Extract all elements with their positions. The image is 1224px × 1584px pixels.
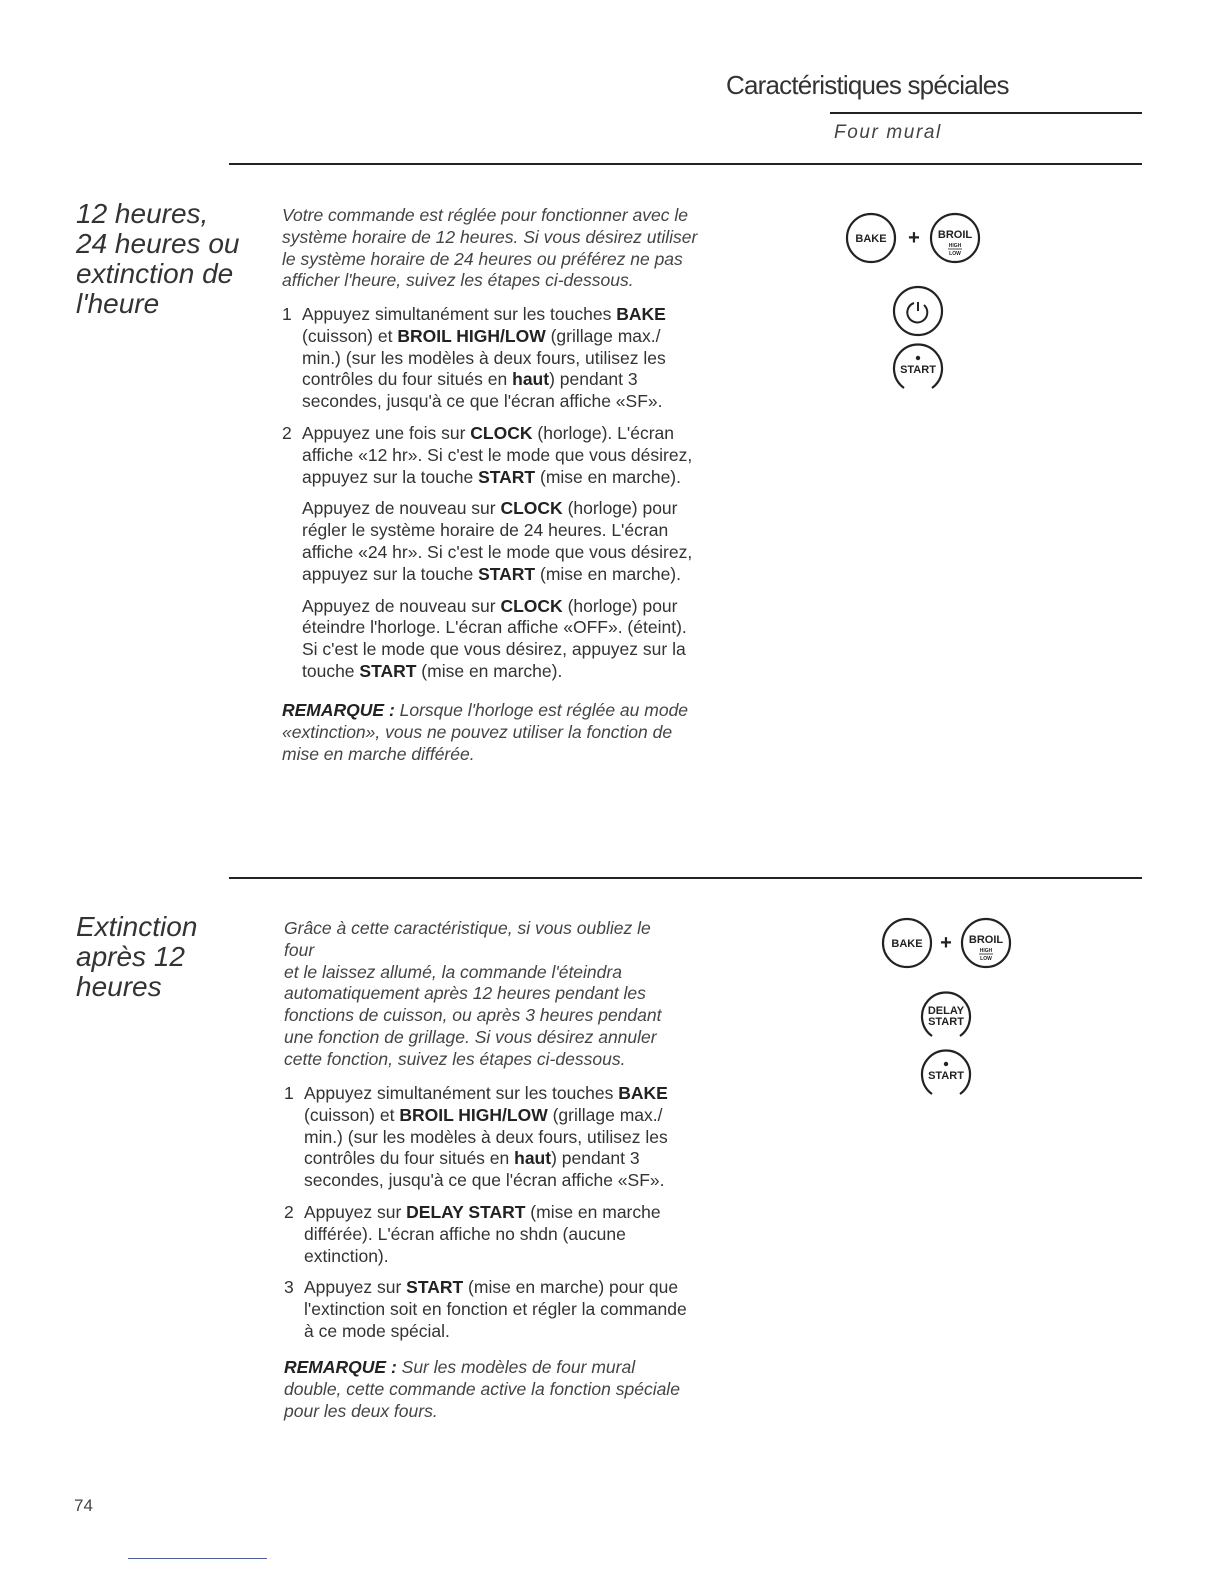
step-paragraph — [302, 498, 722, 585]
broil-key-label: BROIL — [937, 229, 973, 241]
text-line: à ce mode spécial. — [304, 1320, 450, 1341]
step-paragraph — [302, 304, 722, 413]
step-item — [282, 423, 722, 683]
text-line: Appuyez simultanément sur les touches BAKE — [304, 1083, 668, 1103]
text-line: heures — [76, 971, 162, 1002]
step-number: 1 — [282, 304, 292, 324]
section-2-note — [284, 1357, 714, 1422]
text-line: une fonction de grillage. Si vous désirez annuler — [284, 1026, 657, 1047]
text-line: (cuisson) et BROIL HIGH/LOW (grillage max./ — [302, 325, 661, 346]
text-line: Appuyez sur START (mise en marche) pour que — [304, 1277, 679, 1298]
text-line: «extinction», vous ne pouvez utiliser la fonction de — [282, 721, 673, 742]
text-line: régler le système horaire de 24 heures. L'écran — [302, 520, 669, 541]
header-divider — [830, 112, 1142, 114]
text-line: Appuyez de nouveau sur CLOCK (horloge) pour — [302, 498, 678, 519]
text-line: l'heure — [76, 288, 160, 319]
start-key-label: START — [928, 1070, 964, 1082]
text-line: mise en marche différée. — [282, 743, 475, 764]
text-line: REMARQUE : Sur les modèles de four mural — [284, 1357, 636, 1377]
text-line: appuyez sur la touche START (mise en marche). — [302, 466, 681, 487]
step-item — [284, 1277, 724, 1342]
text-line: Appuyez simultanément sur les touches BAKE — [302, 304, 666, 324]
section-2-title — [76, 912, 251, 1002]
text-line: éteindre l'horloge. L'écran affiche «OFF». (éteint). — [302, 617, 687, 638]
text-line: 12 heures, — [76, 198, 209, 229]
text-line: après 12 — [76, 941, 185, 972]
section-2-steps — [284, 1083, 724, 1353]
text-line: Appuyez de nouveau sur CLOCK (horloge) pour — [302, 595, 678, 616]
text-line: 24 heures ou — [76, 228, 240, 259]
text-line: four — [284, 939, 315, 960]
svg-text:HIGH: HIGH — [948, 243, 962, 249]
plus-sign: + — [940, 932, 952, 954]
page-subtitle: Four mural — [834, 122, 942, 143]
section-divider — [229, 877, 1142, 879]
text-line: et le laissez allumé, la commande l'éteindra — [284, 961, 622, 982]
text-line: Votre commande est réglée pour fonctionner avec le — [282, 205, 688, 225]
text-line: automatiquement après 12 heures pendant les — [284, 983, 646, 1004]
text-line: différée). L'écran affiche no shdn (aucune — [304, 1223, 626, 1244]
section-1-note — [282, 700, 712, 765]
section-1-title — [76, 199, 251, 319]
plus-sign: + — [908, 227, 920, 249]
footer-rule — [128, 1558, 267, 1559]
text-line: affiche «24 hr». Si c'est le mode que vous désirez, — [302, 541, 693, 562]
start-key — [918, 1048, 974, 1104]
svg-text:LOW: LOW — [949, 251, 961, 257]
delay-key-label: DELAY — [927, 1005, 965, 1017]
text-line: contrôles du four situés en haut) pendant 3 — [304, 1148, 640, 1169]
step-item — [284, 1083, 724, 1192]
start-key-label: START — [900, 364, 936, 376]
text-line: Si c'est le mode que vous désirez, appuyez sur la — [302, 639, 686, 660]
text-line: extinction de — [76, 258, 234, 289]
svg-text:HIGH: HIGH — [979, 948, 993, 954]
text-line: min.) (sur les modèles à deux fours, utilisez les — [302, 347, 666, 368]
text-line: pour les deux fours. — [284, 1400, 438, 1421]
clock-key — [890, 283, 946, 339]
text-line: affiche «12 hr». Si c'est le mode que vous désirez, — [302, 444, 693, 465]
step-number: 2 — [284, 1201, 294, 1222]
text-line: extinction). — [304, 1245, 389, 1266]
text-line: Extinction — [76, 911, 198, 942]
section-divider — [229, 163, 1142, 165]
text-line: système horaire de 12 heures. Si vous désirez utiliser — [282, 226, 698, 247]
step-paragraph — [304, 1083, 724, 1192]
text-line: Appuyez sur DELAY START (mise en marche — [304, 1201, 661, 1222]
bake-key-label: BAKE — [855, 233, 887, 245]
section-2-intro — [284, 918, 714, 1071]
start-key — [890, 342, 946, 398]
delay-start-key — [918, 990, 974, 1046]
section-1-steps — [282, 304, 722, 693]
text-line: (cuisson) et BROIL HIGH/LOW (grillage max./ — [304, 1104, 663, 1125]
step-item — [284, 1202, 724, 1267]
text-line: secondes, jusqu'à ce que l'écran affiche «SF». — [302, 391, 663, 412]
text-line: contrôles du four situés en haut) pendant 3 — [302, 369, 638, 390]
text-line: le système horaire de 24 heures ou préférez ne pas — [282, 248, 683, 269]
section-1-intro — [282, 205, 712, 292]
text-line: min.) (sur les modèles à deux fours, utilisez les — [304, 1126, 668, 1147]
svg-text:START: START — [928, 1016, 964, 1028]
step-number: 2 — [282, 422, 292, 443]
text-line: l'extinction soit en fonction et régler la commande — [304, 1299, 687, 1320]
bake-broil-keys — [876, 916, 1016, 976]
broil-key-label: BROIL — [968, 934, 1004, 946]
bake-broil-keys — [844, 211, 984, 271]
step-number: 3 — [284, 1277, 294, 1298]
text-line: fonctions de cuisson, ou après 3 heures pendant — [284, 1005, 662, 1026]
step-item — [282, 304, 722, 413]
step-paragraph — [302, 596, 722, 683]
bake-key-label: BAKE — [891, 938, 923, 950]
step-paragraph — [304, 1277, 724, 1342]
text-line: REMARQUE : Lorsque l'horloge est réglée au mode — [282, 700, 689, 720]
step-paragraph — [304, 1202, 724, 1267]
text-line: touche START (mise en marche). — [302, 660, 563, 681]
text-line: appuyez sur la touche START (mise en marche). — [302, 563, 681, 584]
text-line: afficher l'heure, suivez les étapes ci-dessous. — [282, 270, 634, 291]
step-paragraph — [302, 423, 722, 488]
page-title: Caractéristiques spéciales — [726, 70, 1009, 100]
text-line: Grâce à cette caractéristique, si vous oubliez le — [284, 918, 651, 938]
text-line: double, cette commande active la fonction spéciale — [284, 1378, 680, 1399]
page-number: 74 — [74, 1496, 93, 1515]
step-number: 1 — [284, 1083, 294, 1103]
svg-text:LOW: LOW — [980, 956, 992, 962]
text-line: Appuyez une fois sur CLOCK (horloge). L'écran — [302, 422, 674, 443]
text-line: cette fonction, suivez les étapes ci-dessous. — [284, 1048, 626, 1069]
text-line: secondes, jusqu'à ce que l'écran affiche «SF». — [304, 1170, 665, 1191]
